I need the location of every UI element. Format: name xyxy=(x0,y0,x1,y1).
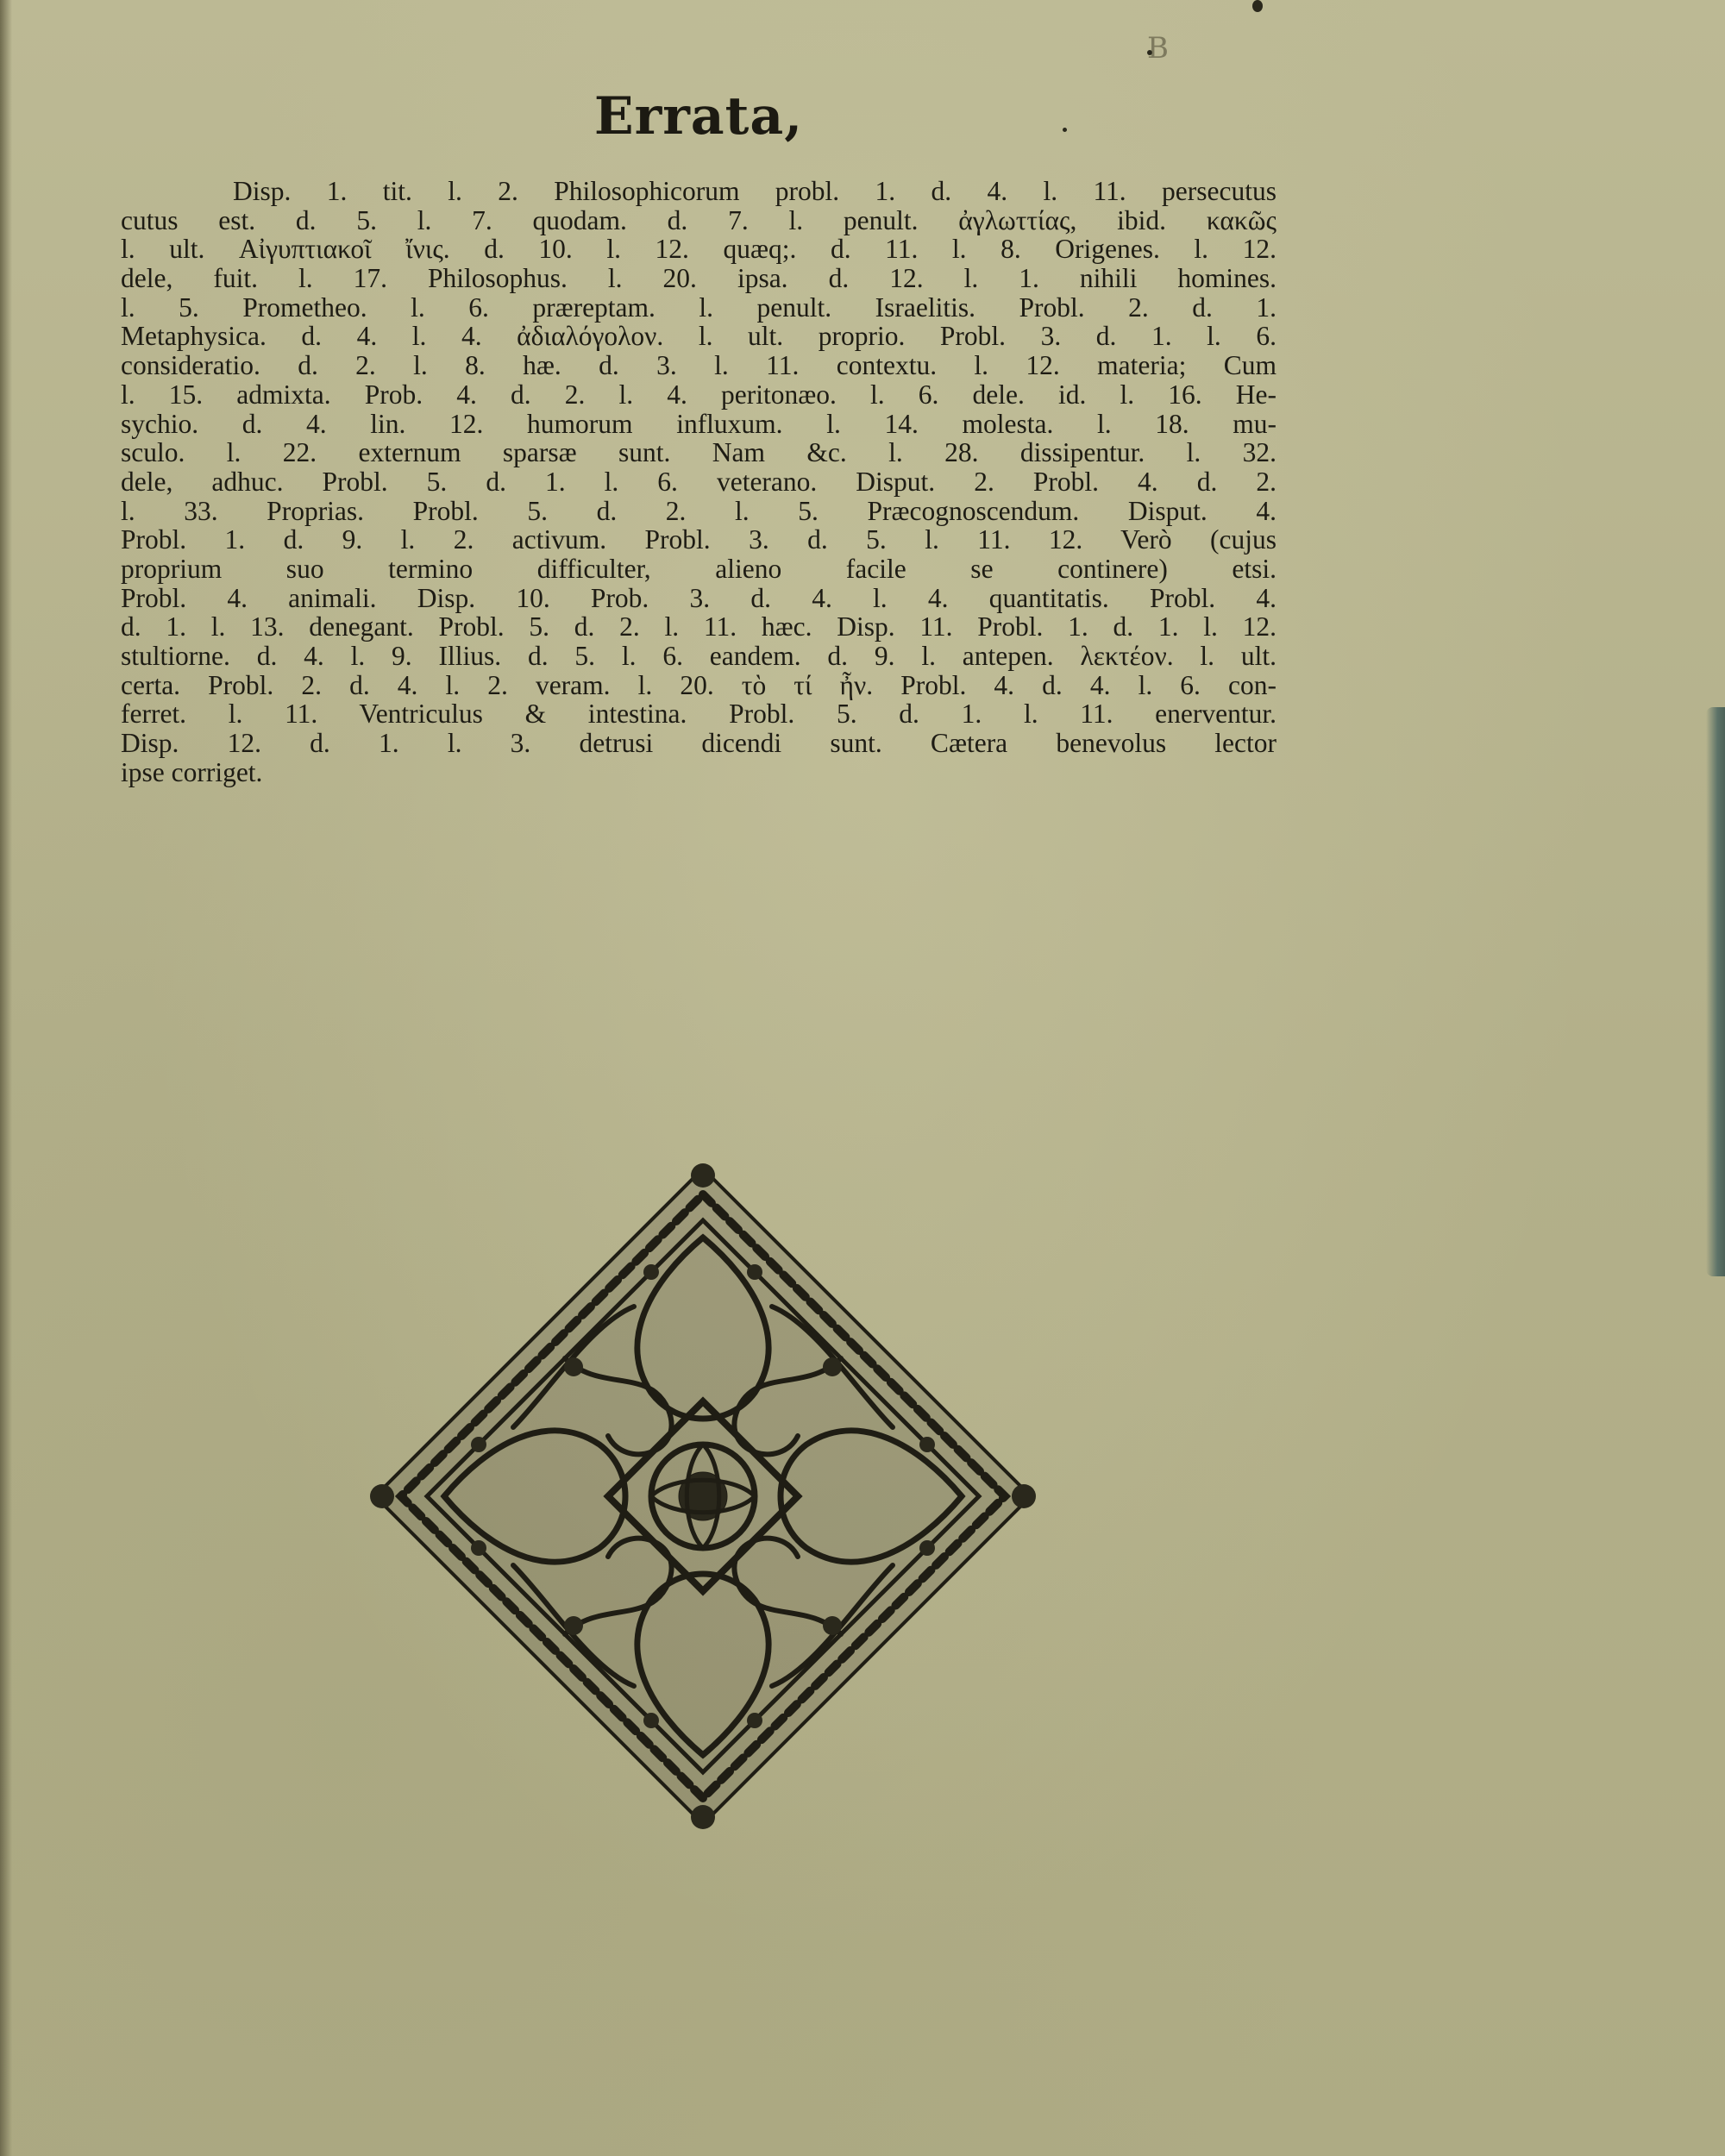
errata-line: certa. Probl. 2. d. 4. l. 2. veram. l. 20. τὸ τί ἦν. Probl. 4. d. 4. l. 6. con- xyxy=(121,669,1276,700)
diamond-ornament xyxy=(349,1151,1057,1841)
errata-line: l. ult. Αἰγυπτιακοῖ ἴνις. d. 10. l. 12. quæq;. d. 11. l. 8. Origenes. l. 12. xyxy=(121,234,1276,265)
page-left-edge-shadow xyxy=(0,0,12,2156)
page-title: Errata, xyxy=(593,86,804,147)
errata-line: Disp. 12. d. 1. l. 3. detrusi dicendi sunt. Cætera benevolus lector xyxy=(121,728,1276,759)
errata-line: ferret. l. 11. Ventriculus & intestina. Probl. 5. d. 1. l. 11. enerventur. xyxy=(121,699,1276,730)
errata-line: l. 33. Proprias. Probl. 5. d. 2. l. 5. Præcognoscendum. Disput. 4. xyxy=(121,495,1276,526)
errata-line: dele, fuit. l. 17. Philosophus. l. 20. ipsa. d. 12. l. 1. nihili homines. xyxy=(121,263,1276,294)
ink-speck xyxy=(1252,0,1263,12)
errata-line: stultiorne. d. 4. l. 9. Illius. d. 5. l. 6. eandem. d. 9. l. antepen. λεκτέον. l. ult. xyxy=(121,641,1276,671)
errata-line: sculo. l. 22. externum sparsæ sunt. Nam &c. l. 28. dissipentur. l. 32. xyxy=(121,437,1276,468)
errata-line: l. 15. admixta. Prob. 4. d. 2. l. 4. peritonæo. l. 6. dele. id. l. 16. He- xyxy=(121,379,1276,410)
errata-line: d. 1. l. 13. denegant. Probl. 5. d. 2. l. 11. hæc. Disp. 11. Probl. 1. d. 1. l. 12. xyxy=(121,611,1276,642)
errata-line: ipse corriget. xyxy=(121,756,263,787)
errata-line: sychio. d. 4. lin. 12. humorum influxum. l. 14. molesta. l. 18. mu- xyxy=(121,408,1276,439)
errata-line: proprium suo termino difficulter, alieno facile se continere) etsi. xyxy=(121,553,1276,584)
signature-mark: B xyxy=(1147,31,1169,66)
errata-line: cutus est. d. 5. l. 7. quodam. d. 7. l. penult. ἀγλωττίας, ibid. κακῶς xyxy=(121,204,1276,235)
errata-line: dele, adhuc. Probl. 5. d. 1. l. 6. veterano. Disput. 2. Probl. 4. d. 2. xyxy=(121,466,1276,497)
errata-line: Metaphysica. d. 4. l. 4. ἀδιαλόγολον. l. ult. proprio. Probl. 3. d. 1. l. 6. xyxy=(121,321,1276,352)
errata-line: consideratio. d. 2. l. 8. hæ. d. 3. l. 11. contextu. l. 12. materia; Cum xyxy=(121,350,1276,381)
errata-line: Disp. 1. tit. l. 2. Philosophicorum probl. 1. d. 4. l. 11. persecutus xyxy=(233,176,1276,206)
errata-line: Probl. 1. d. 9. l. 2. activum. Probl. 3. d. 5. l. 11. 12. Verò (cujus xyxy=(121,524,1276,555)
errata-line: Probl. 4. animali. Disp. 10. Prob. 3. d. 4. l. 4. quantitatis. Probl. 4. xyxy=(121,582,1276,613)
page-right-edge-stain xyxy=(1706,707,1725,1276)
errata-line: l. 5. Prometheo. l. 6. præreptam. l. penult. Israelitis. Probl. 2. d. 1. xyxy=(121,291,1276,323)
errata-text xyxy=(121,177,1276,787)
